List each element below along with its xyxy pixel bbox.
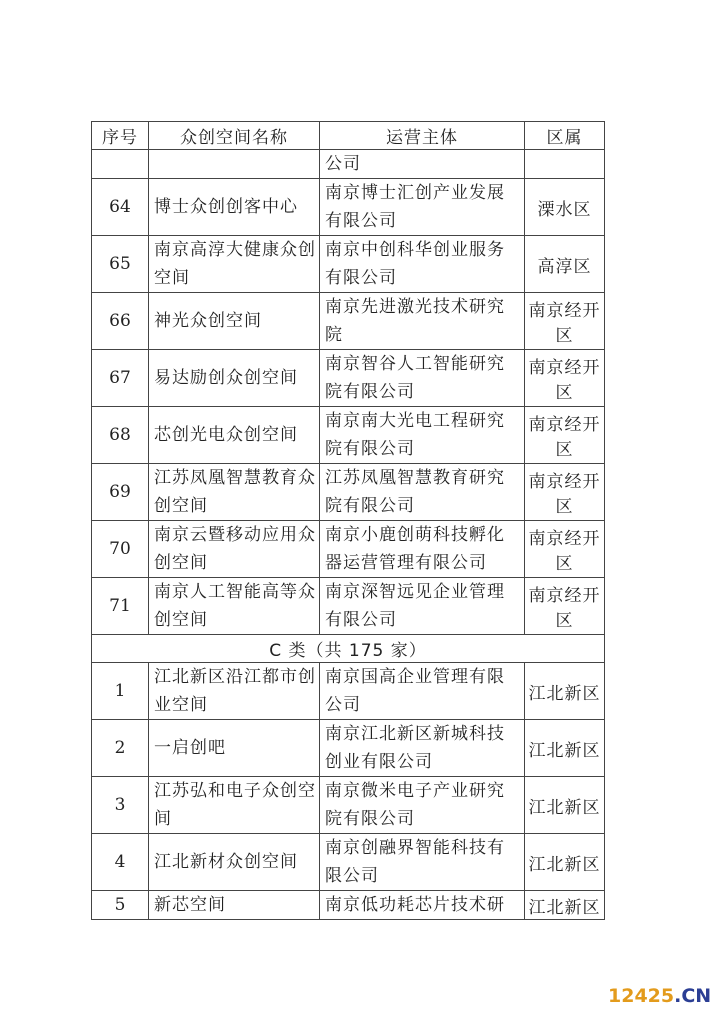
- cell-no: 64: [92, 179, 149, 236]
- cell-operator: 公司: [320, 150, 525, 179]
- cell-operator: 南京创融界智能科技有限公司: [320, 834, 525, 891]
- cell-no: 70: [92, 521, 149, 578]
- header-district: 区属: [525, 122, 605, 150]
- cell-operator: 南京国高企业管理有限公司: [320, 663, 525, 720]
- site-watermark: 12425.CN: [608, 985, 712, 1007]
- cell-district: 江北新区: [525, 891, 605, 920]
- table-row: [92, 834, 605, 891]
- cell-name: 江北新材众创空间: [149, 834, 320, 891]
- cell-no: 65: [92, 236, 149, 293]
- cell-no: 1: [92, 663, 149, 720]
- cell-district: 江北新区: [525, 777, 605, 834]
- section-c-title: C 类（共 175 家）: [92, 635, 605, 663]
- cell-district: 溧水区: [525, 179, 605, 236]
- cell-operator: 南京深智远见企业管理有限公司: [320, 578, 525, 635]
- cell-no: 5: [92, 891, 149, 920]
- cell-operator: 南京微米电子产业研究院有限公司: [320, 777, 525, 834]
- table-row: [92, 578, 605, 635]
- institution-table: [91, 121, 605, 920]
- cell-operator: 南京先进激光技术研究院: [320, 293, 525, 350]
- cell-district: 高淳区: [525, 236, 605, 293]
- cell-district: 江北新区: [525, 720, 605, 777]
- table-row: [92, 293, 605, 350]
- table-row: [92, 236, 605, 293]
- cell-operator: 南京智谷人工智能研究院有限公司: [320, 350, 525, 407]
- table-row: [92, 350, 605, 407]
- cell-no: 68: [92, 407, 149, 464]
- header-operator: 运营主体: [320, 122, 525, 150]
- cell-name: 江苏凤凰智慧教育众创空间: [149, 464, 320, 521]
- cell-name: 江苏弘和电子众创空间: [149, 777, 320, 834]
- cell-name: 芯创光电众创空间: [149, 407, 320, 464]
- section-c-row: [92, 635, 605, 663]
- cell-operator: 南京南大光电工程研究院有限公司: [320, 407, 525, 464]
- cell-no: 4: [92, 834, 149, 891]
- continuation-row: [92, 150, 605, 179]
- table-row: [92, 777, 605, 834]
- cell-operator: 南京中创科华创业服务有限公司: [320, 236, 525, 293]
- cell-no: 67: [92, 350, 149, 407]
- table-header-row: [92, 122, 605, 150]
- cell-no: 71: [92, 578, 149, 635]
- cell-name: 新芯空间: [149, 891, 320, 920]
- cell-district: 南京经开区: [525, 350, 605, 407]
- cell-district: 南京经开区: [525, 464, 605, 521]
- cell-name: 南京云暨移动应用众创空间: [149, 521, 320, 578]
- header-no: 序号: [92, 122, 149, 150]
- cell-district: 南京经开区: [525, 578, 605, 635]
- table-row: [92, 891, 605, 920]
- cell-name: 神光众创空间: [149, 293, 320, 350]
- cell-name: 博士众创创客中心: [149, 179, 320, 236]
- cell-name: 江北新区沿江都市创业空间: [149, 663, 320, 720]
- cell-no: 69: [92, 464, 149, 521]
- table-row: [92, 407, 605, 464]
- cell-no: 3: [92, 777, 149, 834]
- header-name: 众创空间名称: [149, 122, 320, 150]
- cell-district: 南京经开区: [525, 407, 605, 464]
- table-row: [92, 464, 605, 521]
- cell-name: 一启创吧: [149, 720, 320, 777]
- cell-district: 南京经开区: [525, 521, 605, 578]
- cell-operator: 南京江北新区新城科技创业有限公司: [320, 720, 525, 777]
- cell-district: 江北新区: [525, 834, 605, 891]
- cell-name: 易达励创众创空间: [149, 350, 320, 407]
- table-row: [92, 179, 605, 236]
- table-row: [92, 663, 605, 720]
- cell-operator: 南京低功耗芯片技术研: [320, 891, 525, 920]
- table-row: [92, 521, 605, 578]
- cell-no: 66: [92, 293, 149, 350]
- table-row: [92, 720, 605, 777]
- cell-name: 南京高淳大健康众创空间: [149, 236, 320, 293]
- cell-operator: 南京博士汇创产业发展有限公司: [320, 179, 525, 236]
- cell-no: 2: [92, 720, 149, 777]
- cell-operator: 南京小鹿创萌科技孵化器运营管理有限公司: [320, 521, 525, 578]
- cell-name: 南京人工智能高等众创空间: [149, 578, 320, 635]
- cell-district: 江北新区: [525, 663, 605, 720]
- cell-district: 南京经开区: [525, 293, 605, 350]
- cell-operator: 江苏凤凰智慧教育研究院有限公司: [320, 464, 525, 521]
